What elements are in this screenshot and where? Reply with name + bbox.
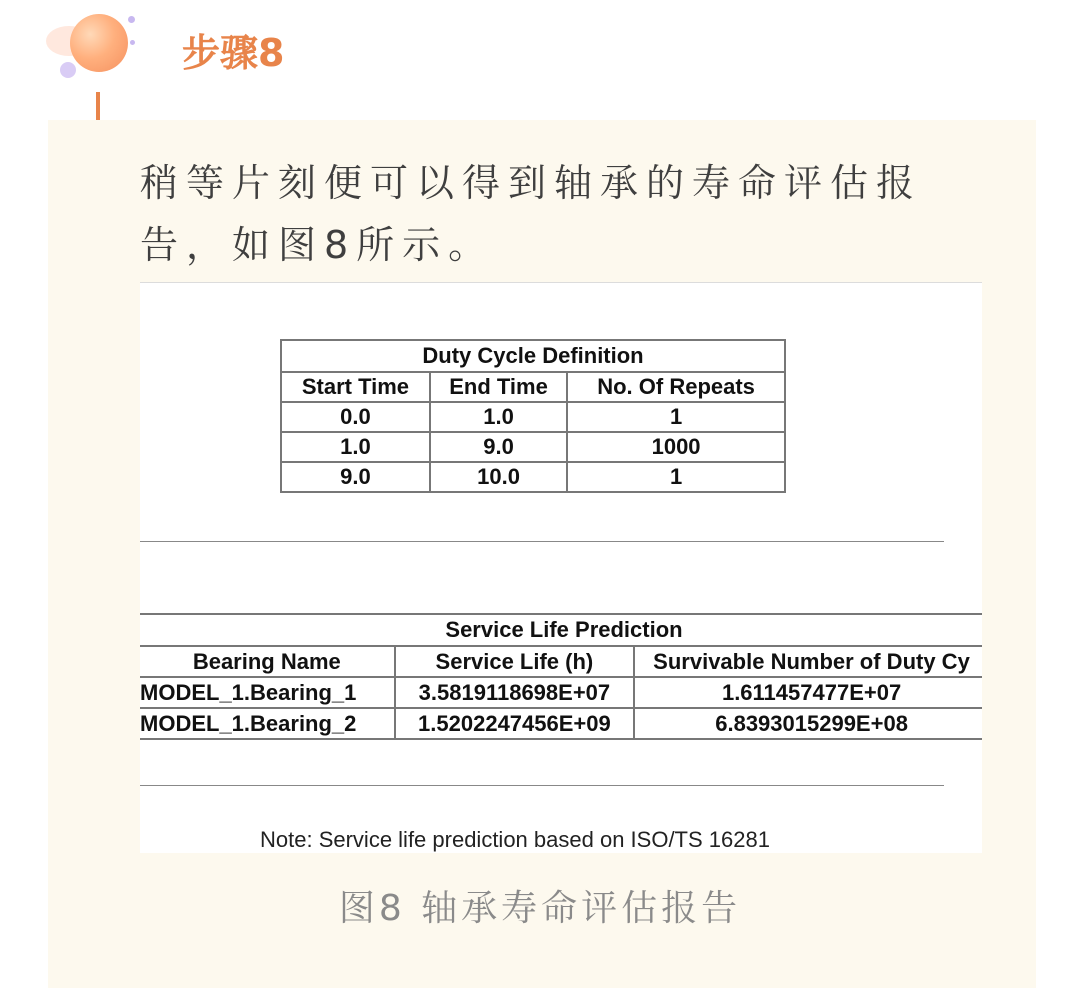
duty-cycle-table — [280, 339, 786, 493]
decorative-dot — [60, 62, 76, 78]
table-row — [140, 677, 982, 708]
step-paragraph: 稍等片刻便可以得到轴承的寿命评估报告，如图8所示。 — [140, 161, 923, 267]
table-cell: 1.611457477E+07 — [634, 677, 982, 708]
duty-cycle-header: No. Of Repeats — [567, 372, 785, 402]
report-screenshot — [140, 282, 982, 853]
table-row — [281, 462, 785, 492]
table-cell: 1000 — [567, 432, 785, 462]
decorative-dot — [130, 40, 135, 45]
service-life-table — [140, 613, 982, 740]
table-cell: MODEL_1.Bearing_1 — [140, 677, 395, 708]
table-cell: 9.0 — [281, 462, 430, 492]
figure-caption: 图8 轴承寿命评估报告 — [338, 888, 742, 929]
table-row — [281, 402, 785, 432]
duty-cycle-caption: Duty Cycle Definition — [281, 340, 785, 372]
service-life-header: Survivable Number of Duty Cy — [634, 646, 982, 677]
divider — [140, 541, 944, 542]
decorative-orb-icon — [70, 14, 128, 72]
table-cell: 1 — [567, 462, 785, 492]
table-cell: 1.0 — [281, 432, 430, 462]
table-cell: 6.8393015299E+08 — [634, 708, 982, 739]
table-cell: 9.0 — [430, 432, 567, 462]
service-life-header: Bearing Name — [140, 646, 395, 677]
divider — [140, 785, 944, 786]
decorative-dot — [128, 16, 135, 23]
table-row — [140, 708, 982, 739]
table-cell: 1 — [567, 402, 785, 432]
duty-cycle-header: End Time — [430, 372, 567, 402]
table-cell: 3.5819118698E+07 — [395, 677, 635, 708]
duty-cycle-header: Start Time — [281, 372, 430, 402]
table-cell: 1.0 — [430, 402, 567, 432]
table-row — [281, 432, 785, 462]
table-cell: MODEL_1.Bearing_2 — [140, 708, 395, 739]
service-life-caption: Service Life Prediction — [140, 614, 982, 646]
table-cell: 1.5202247456E+09 — [395, 708, 635, 739]
step-title: 步骤8 — [182, 31, 285, 75]
service-life-header: Service Life (h) — [395, 646, 635, 677]
table-cell: 0.0 — [281, 402, 430, 432]
table-cell: 10.0 — [430, 462, 567, 492]
report-note: Note: Service life prediction based on ISO/TS 16281 — [260, 827, 770, 852]
